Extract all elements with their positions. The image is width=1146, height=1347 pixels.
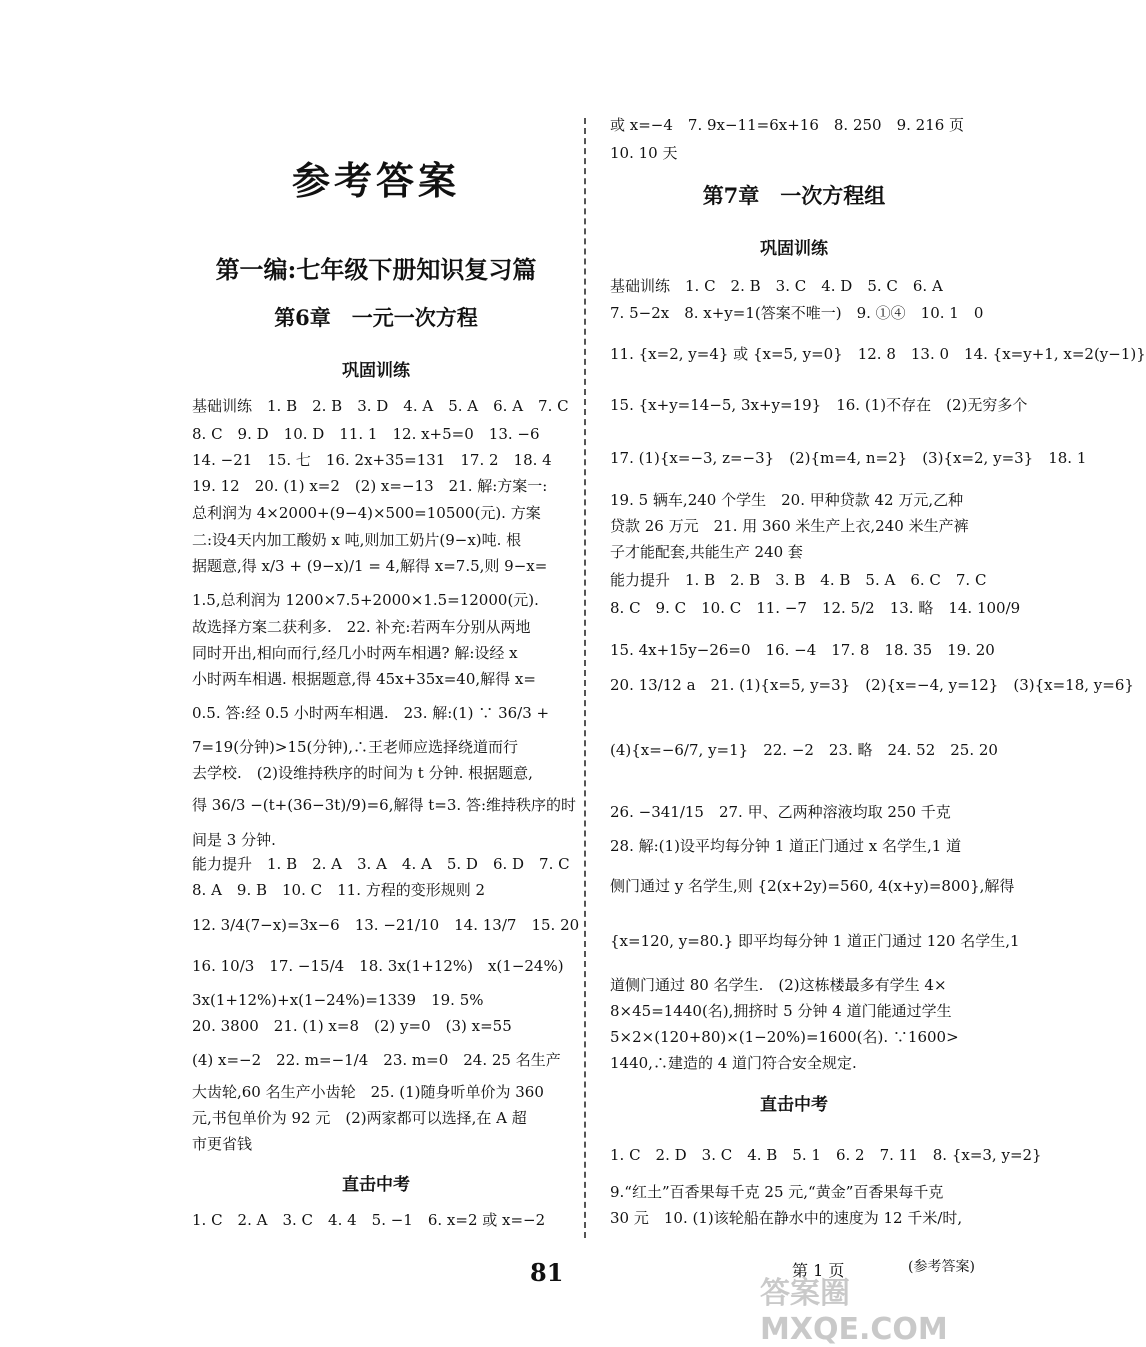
chapter7-section-exam: 直击中考 <box>760 1095 828 1115</box>
answer-line: 1. C 2. D 3. C 4. B 5. 1 6. 2 7. 11 8. {x=3, y=2} <box>610 1146 1042 1164</box>
answer-line: 大齿轮,60 名生产小齿轮 25. (1)随身听单价为 360 <box>192 1083 544 1101</box>
answer-line: 同时开出,相向而行,经几小时两车相遇? 解:设经 x <box>192 644 518 662</box>
answer-line: 去学校. (2)设维持秩序的时间为 t 分钟. 根据题意, <box>192 764 533 782</box>
answer-line: 二:设4天内加工酸奶 x 吨,则加工奶片(9−x)吨. 根 <box>192 531 522 549</box>
column-divider <box>584 118 586 1238</box>
chapter6-title: 第6章 一元一次方程 <box>274 305 478 330</box>
answer-line: 基础训练 1. C 2. B 3. C 4. D 5. C 6. A <box>610 277 943 295</box>
answer-line: 17. (1){x=−3, z=−3} (2){m=4, n=2} (3){x=2, y=3} 18. 1 <box>610 449 1087 467</box>
answer-line: 或 x=−4 7. 9x−11=6x+16 8. 250 9. 216 页 <box>610 116 965 134</box>
answer-line: 7. 5−2x 8. x+y=1(答案不唯一) 9. ①④ 10. 1 0 <box>610 304 984 322</box>
answer-line: 间是 3 分钟. <box>192 831 276 849</box>
answer-line: 基础训练 1. B 2. B 3. D 4. A 5. A 6. A 7. C <box>192 397 569 415</box>
answer-line: 19. 5 辆车,240 个学生 20. 甲种贷款 42 万元,乙种 <box>610 491 964 509</box>
answer-line: (4) x=−2 22. m=−1/4 23. m=0 24. 25 名生产 <box>192 1051 561 1069</box>
watermark-logo: 答案圈 MXQE.COM <box>760 1276 948 1347</box>
answer-line: 总利润为 4×2000+(9−4)×500=10500(元). 方案 <box>192 504 541 522</box>
answer-line: 1. C 2. A 3. C 4. 4 5. −1 6. x=2 或 x=−2 <box>192 1211 546 1229</box>
part-title: 第一编:七年级下册知识复习篇 <box>215 255 537 284</box>
answer-line: 8. A 9. B 10. C 11. 方程的变形规则 2 <box>192 881 486 899</box>
answer-line: 20. 3800 21. (1) x=8 (2) y=0 (3) x=55 <box>192 1017 512 1035</box>
answer-line: 12. 3/4(7−x)=3x−6 13. −21/10 14. 13/7 15. 20 <box>192 916 580 934</box>
page-number: 81 <box>530 1258 564 1287</box>
answer-line: 8. C 9. C 10. C 11. −7 12. 5/2 13. 略 14. 100/9 <box>610 599 1021 617</box>
answer-line: (4){x=−6/7, y=1} 22. −2 23. 略 24. 52 25. 20 <box>610 741 998 759</box>
answer-line: 11. {x=2, y=4} 或 {x=5, y=0} 12. 8 13. 0 14. {x=y+1, x=2(y−1)} <box>610 345 1146 363</box>
answer-tag: (参考答案) <box>908 1259 975 1275</box>
chapter7-title: 第7章 一次方程组 <box>702 183 886 208</box>
answer-line: 1.5,总利润为 1200×7.5+2000×1.5=12000(元). <box>192 591 539 609</box>
answer-line: 30 元 10. (1)该轮船在静水中的速度为 12 千米/时, <box>610 1209 963 1227</box>
answer-line: {x=120, y=80.} 即平均每分钟 1 道正门通过 120 名学生,1 <box>610 932 1020 950</box>
answer-line: 20. 13/12 a 21. (1){x=5, y=3} (2){x=−4, y=12} (3){x=18, y=6} <box>610 676 1134 694</box>
answer-line: 26. −341/15 27. 甲、乙两种溶液均取 250 千克 <box>610 803 951 821</box>
answer-line: 7=19(分钟)>15(分钟),∴王老师应选择绕道而行 <box>192 738 519 756</box>
answer-line: 19. 12 20. (1) x=2 (2) x=−13 21. 解:方案一: <box>192 477 548 495</box>
answer-line: 小时两车相遇. 根据题意,得 45x+35x=40,解得 x= <box>192 670 536 688</box>
answer-line: 15. {x+y=14−5, 3x+y=19} 16. (1)不存在 (2)无穷多个 <box>610 396 1028 414</box>
answer-line: 16. 10/3 17. −15/4 18. 3x(1+12%) x(1−24%) <box>192 957 564 975</box>
answer-line: 10. 10 天 <box>610 144 678 162</box>
answer-line: 侧门通过 y 名学生,则 {2(x+2y)=560, 4(x+y)=800},解得 <box>610 877 1015 895</box>
answer-line: 市更省钱 <box>192 1135 253 1153</box>
answer-line: 15. 4x+15y−26=0 16. −4 17. 8 18. 35 19. 20 <box>610 641 995 659</box>
answer-line: 0.5. 答:经 0.5 小时两车相遇. 23. 解:(1) ∵ 36/3 + <box>192 704 550 722</box>
answer-line: 能力提升 1. B 2. B 3. B 4. B 5. A 6. C 7. C <box>610 571 987 589</box>
answer-line: 28. 解:(1)设平均每分钟 1 道正门通过 x 名学生,1 道 <box>610 837 962 855</box>
chapter6-section-exam: 直击中考 <box>342 1175 410 1195</box>
answer-line: 8. C 9. D 10. D 11. 1 12. x+5=0 13. −6 <box>192 425 540 443</box>
answer-line: 贷款 26 万元 21. 用 360 米生产上衣,240 米生产裤 <box>610 517 969 535</box>
answer-line: 3x(1+12%)+x(1−24%)=1339 19. 5% <box>192 991 484 1009</box>
answer-line: 道侧门通过 80 名学生. (2)这栋楼最多有学生 4× <box>610 976 947 994</box>
answer-line: 得 36/3 −(t+(36−3t)/9)=6,解得 t=3. 答:维持秩序的时 <box>192 796 576 814</box>
page-title: 参考答案 <box>291 158 460 203</box>
answer-line: 1440,∴建造的 4 道门符合安全规定. <box>610 1054 857 1072</box>
answer-line: 9.“红土”百香果每千克 25 元,“黄金”百香果每千克 <box>610 1183 944 1201</box>
answer-line: 14. −21 15. 七 16. 2x+35=131 17. 2 18. 4 <box>192 451 552 469</box>
answer-line: 能力提升 1. B 2. A 3. A 4. A 5. D 6. D 7. C <box>192 855 570 873</box>
answer-line: 子才能配套,共能生产 240 套 <box>610 543 803 561</box>
answer-line: 5×2×(120+80)×(1−20%)=1600(名). ∵1600> <box>610 1028 959 1046</box>
answer-line: 元,书包单价为 92 元 (2)两家都可以选择,在 A 超 <box>192 1109 527 1127</box>
answer-line: 据题意,得 x/3 + (9−x)/1 = 4,解得 x=7.5,则 9−x= <box>192 557 548 575</box>
page-label: 第 1 页 <box>792 1261 845 1280</box>
answer-line: 8×45=1440(名),拥挤时 5 分钟 4 道门能通过学生 <box>610 1002 952 1020</box>
answer-line: 故选择方案二获利多. 22. 补充:若两车分别从两地 <box>192 618 531 636</box>
chapter6-section-consolidation: 巩固训练 <box>342 361 410 381</box>
chapter7-section-consolidation: 巩固训练 <box>760 239 828 259</box>
